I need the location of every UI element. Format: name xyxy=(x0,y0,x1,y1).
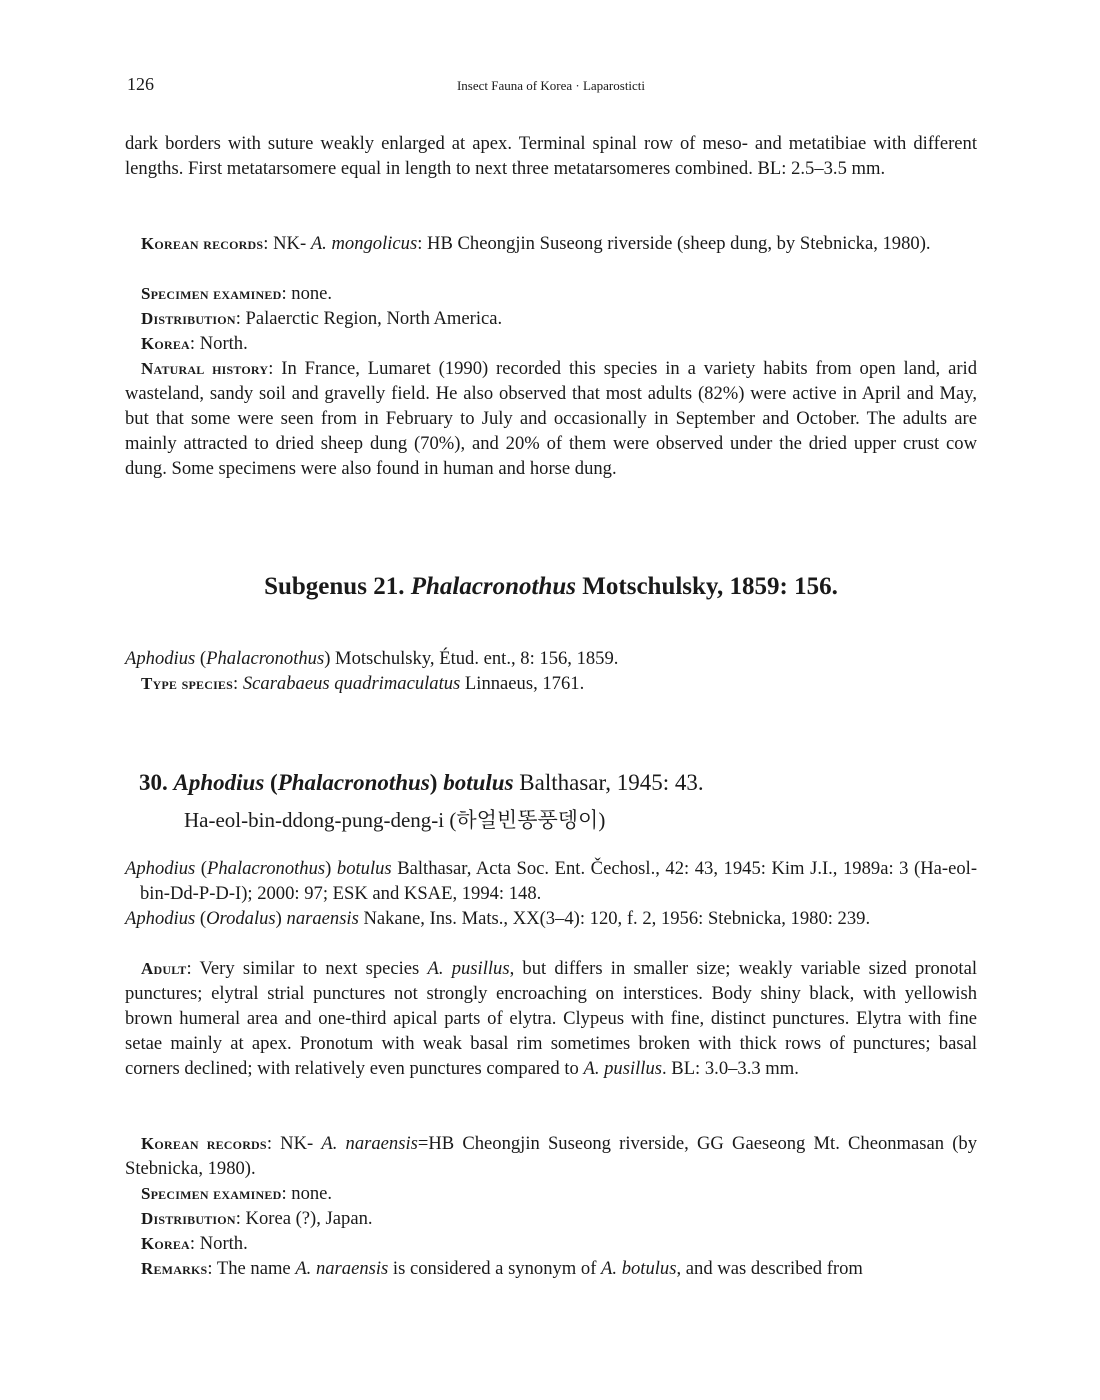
korean-records-paragraph: Korean records: NK- A. mongolicus: HB Cheongjin Suseong riverside (sheep dung, by Stebnicka, 1980). xyxy=(141,233,931,254)
specimen-examined-label: Specimen examined xyxy=(141,1184,282,1203)
running-head xyxy=(125,74,977,98)
species-specimen-examined-line: Specimen examined: none. xyxy=(141,1183,333,1204)
natural-history-label: Natural history xyxy=(141,359,269,378)
korea-label: Korea xyxy=(141,334,190,353)
type-species-line: Type species: Scarabaeus quadrimaculatus Linnaeus, 1761. xyxy=(141,673,585,694)
synonym-citation-2: Aphodius (Orodalus) naraensis Nakane, Ins. Mats., XX(3–4): 120, f. 2, 1956: Stebnicka, 1980: 239. xyxy=(125,908,871,929)
specimen-examined-label: Specimen examined xyxy=(141,284,282,303)
subgenus-heading: Subgenus 21. Phalacronothus Motschulsky, 1859: 156. xyxy=(264,573,838,600)
korean-common-name: Ha-eol-bin-ddong-pung-deng-i (하얼빈똥풍뎅이) xyxy=(184,808,606,832)
remarks-label: Remarks xyxy=(141,1259,208,1278)
distribution-line: Distribution: Palaerctic Region, North America. xyxy=(141,308,503,329)
species-ref: A. mongolicus xyxy=(310,233,418,254)
adult-description-paragraph: Adult: Very similar to next species A. pusillus, but differs in smaller size; weakly variable sized pronotal punctures; elytral strial punctures not strongly encroaching on interstices. Body shiny black, with yellowish brown humeral area and one-third apical parts of elytra. Clypeus with fine, distinct punctures. Elytra with fine setae mainly at apex. Pronotum with weak basal rim sometimes broken with thick rows of punctures; basal corners declined; with relatively even punctures compared to A. pusillus. BL: 3.0–3.3 mm. xyxy=(125,958,978,1079)
korean-records-label: Korean records xyxy=(141,1134,267,1153)
running-title: Insect Fauna of Korea · Laparosticti xyxy=(456,78,646,93)
adult-label: Adult xyxy=(141,959,187,978)
distribution-label: Distribution xyxy=(141,1209,236,1228)
remarks-paragraph: Remarks: The name A. naraensis is considered a synonym of A. botulus, and was described from xyxy=(141,1258,863,1279)
natural-history-paragraph: Natural history: In France, Lumaret (1990) recorded this species in a variety habits from open land, arid wasteland, sandy soil and gravelly field. He also observed that most adults (82%) were active in April and May, but that some were seen from in February to July and occasionally in September and October. The adults are mainly attracted to dried sheep dung (70%), and 20% of them were observed under the dried upper crust cow dung. Some specimens were also found in human and horse dung. xyxy=(125,358,977,479)
distribution-label: Distribution xyxy=(141,309,236,328)
subgenus-citation: Aphodius (Phalacronothus) Motschulsky, Étud. ent., 8: 156, 1859. xyxy=(125,648,619,669)
specimen-examined-line: Specimen examined: none. xyxy=(141,283,333,304)
korea-line: Korea: North. xyxy=(141,333,248,354)
species-korea-line: Korea: North. xyxy=(141,1233,248,1254)
korea-label: Korea xyxy=(141,1234,190,1253)
species-korean-records-paragraph: Korean records: NK- A. naraensis=HB Cheongjin Suseong riverside, GG Gaeseong Mt. Cheonmasan (by Stebnicka, 1980). xyxy=(125,1133,977,1179)
intro-paragraph: dark borders with suture weakly enlarged at apex. Terminal spinal row of meso- and metatibiae with different lengths. First metatarsomere equal in length to next three metatarsomeres combined. BL: 2.5–3.5 mm. xyxy=(125,133,977,179)
synonym-citation-1: Aphodius (Phalacronothus) botulus Balthasar, Acta Soc. Ent. Čechosl., 42: 43, 1945: Kim J.I., 1989a: 3 (Ha-eol-bin-Dd-P-D-I); 2000: 97; ESK and KSAE, 1994: 148. xyxy=(125,858,978,904)
page-number: 126 xyxy=(127,74,154,94)
species-distribution-line: Distribution: Korea (?), Japan. xyxy=(141,1208,373,1229)
species-heading: 30. Aphodius (Phalacronothus) botulus Balthasar, 1945: 43. xyxy=(139,770,704,795)
type-species-label: Type species xyxy=(141,674,234,693)
korean-records-label: Korean records xyxy=(141,234,264,253)
